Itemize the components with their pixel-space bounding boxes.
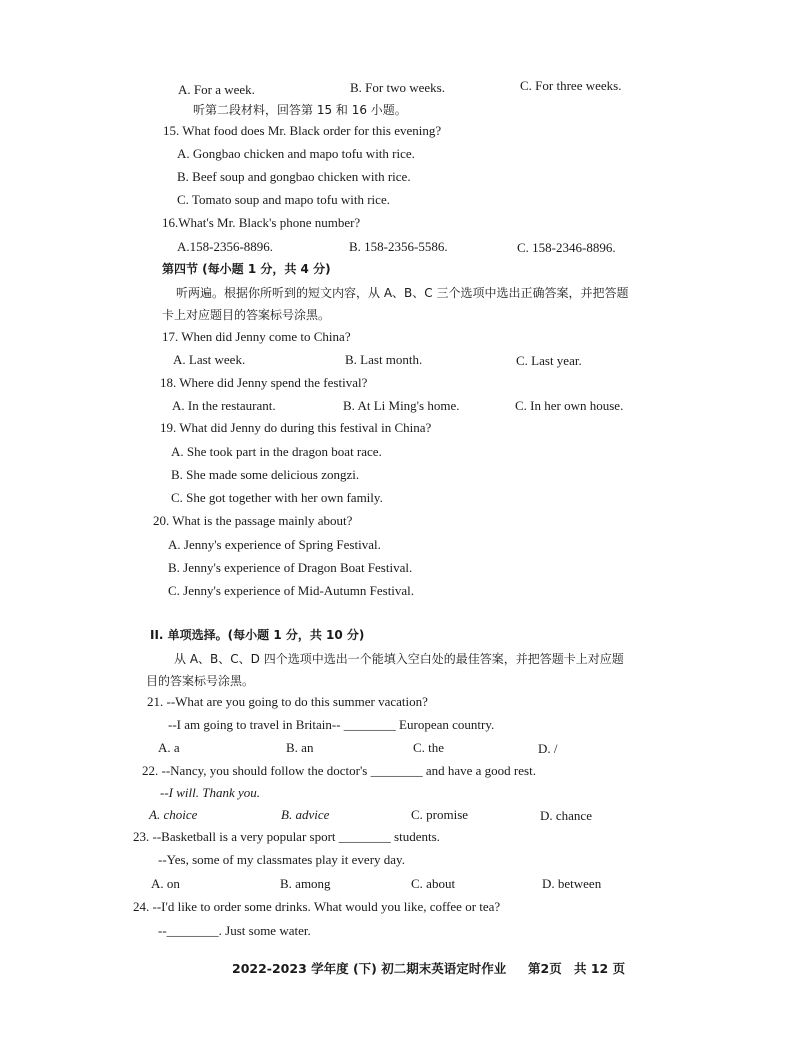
q19-option-b: B. She made some delicious zongzi. xyxy=(171,467,360,482)
q18-option-b: B. At Li Ming's home. xyxy=(343,398,460,413)
q15-question: 15. What food does Mr. Black order for this evening? xyxy=(163,123,442,138)
q22-line2: --I will. Thank you. xyxy=(160,785,261,800)
q18-option-a: A. In the restaurant. xyxy=(172,398,276,413)
q23-option-b: B. among xyxy=(280,876,331,891)
q23-option-a: A. on xyxy=(151,876,180,891)
footer-total-pages: 共 12 页 xyxy=(574,961,626,976)
q22-option-c: C. promise xyxy=(411,807,469,822)
q16-question: 16.What's Mr. Black's phone number? xyxy=(162,215,361,230)
q20-option-b: B. Jenny's experience of Dragon Boat Festival. xyxy=(168,560,413,575)
q21-option-a: A. a xyxy=(158,740,180,755)
part2-instructions-line1: 从 A、B、C、D 四个选项中选出一个能填入空白处的最佳答案，并把答题卡上对应题 xyxy=(174,652,624,666)
q20-option-a: A. Jenny's experience of Spring Festival. xyxy=(168,537,381,552)
q15-option-b: B. Beef soup and gongbao chicken with rice. xyxy=(177,169,411,184)
q14-option-c: C. For three weeks. xyxy=(520,78,622,93)
q21-option-c: C. the xyxy=(413,740,445,755)
q19-option-c: C. She got together with her own family. xyxy=(171,490,383,505)
q23-option-c: C. about xyxy=(411,876,456,891)
part2-title: II. 单项选择。(每小题 1 分，共 10 分) xyxy=(150,628,365,642)
q19-option-a: A. She took part in the dragon boat race. xyxy=(171,444,382,459)
q24-line1: 24. --I'd like to order some drinks. What would you like, coffee or tea? xyxy=(133,899,501,914)
section4-title: 第四节 (每小题 1 分，共 4 分) xyxy=(162,262,331,276)
q19-question: 19. What did Jenny do during this festival in China? xyxy=(160,420,432,435)
q16-option-b: B. 158-2356-5586. xyxy=(349,239,448,254)
q22-option-d: D. chance xyxy=(540,808,592,823)
q24-line2: --________. Just some water. xyxy=(158,923,311,938)
footer-title: 2022-2023 学年度 (下) 初二期末英语定时作业 xyxy=(232,961,507,976)
q21-option-b: B. an xyxy=(286,740,314,755)
q22-option-b: B. advice xyxy=(281,807,330,822)
q16-option-a: A.158-2356-8896. xyxy=(177,239,274,254)
q18-question: 18. Where did Jenny spend the festival? xyxy=(160,375,368,390)
q23-line2: --Yes, some of my classmates play it every day. xyxy=(158,852,405,867)
q18-option-c: C. In her own house. xyxy=(515,398,624,413)
part2-instructions-line2: 目的答案标号涂黑。 xyxy=(146,674,255,688)
q17-option-a: A. Last week. xyxy=(173,352,246,367)
q15-option-a: A. Gongbao chicken and mapo tofu with rice. xyxy=(177,146,415,161)
footer-page-number: 第2页 xyxy=(528,961,562,976)
q22-option-a: A. choice xyxy=(149,807,198,822)
q17-question: 17. When did Jenny come to China? xyxy=(162,329,351,344)
q23-option-d: D. between xyxy=(542,876,602,891)
q14-option-b: B. For two weeks. xyxy=(350,80,445,95)
q22-line1: 22. --Nancy, you should follow the doctor's ________ and have a good rest. xyxy=(142,763,536,778)
q15-option-c: C. Tomato soup and mapo tofu with rice. xyxy=(177,192,390,207)
section4-instructions-line2: 卡上对应题目的答案标号涂黑。 xyxy=(162,308,331,322)
q20-option-c: C. Jenny's experience of Mid-Autumn Festival. xyxy=(168,583,415,598)
q17-option-c: C. Last year. xyxy=(516,353,582,368)
q14-option-a: A. For a week. xyxy=(178,82,255,97)
section4-instructions-line1: 听两遍。根据你所听到的短文内容，从 A、B、C 三个选项中选出正确答案，并把答题 xyxy=(176,286,629,300)
q17-option-b: B. Last month. xyxy=(345,352,423,367)
q21-line1: 21. --What are you going to do this summer vacation? xyxy=(147,694,428,709)
q21-line2: --I am going to travel in Britain-- ________ European country. xyxy=(168,717,495,732)
q20-question: 20. What is the passage mainly about? xyxy=(153,513,353,528)
q23-line1: 23. --Basketball is a very popular sport ________ students. xyxy=(133,829,440,844)
q21-option-d: D. / xyxy=(538,741,558,756)
material2-note: 听第二段材料，回答第 15 和 16 小题。 xyxy=(193,103,407,117)
q16-option-c: C. 158-2346-8896. xyxy=(517,240,616,255)
